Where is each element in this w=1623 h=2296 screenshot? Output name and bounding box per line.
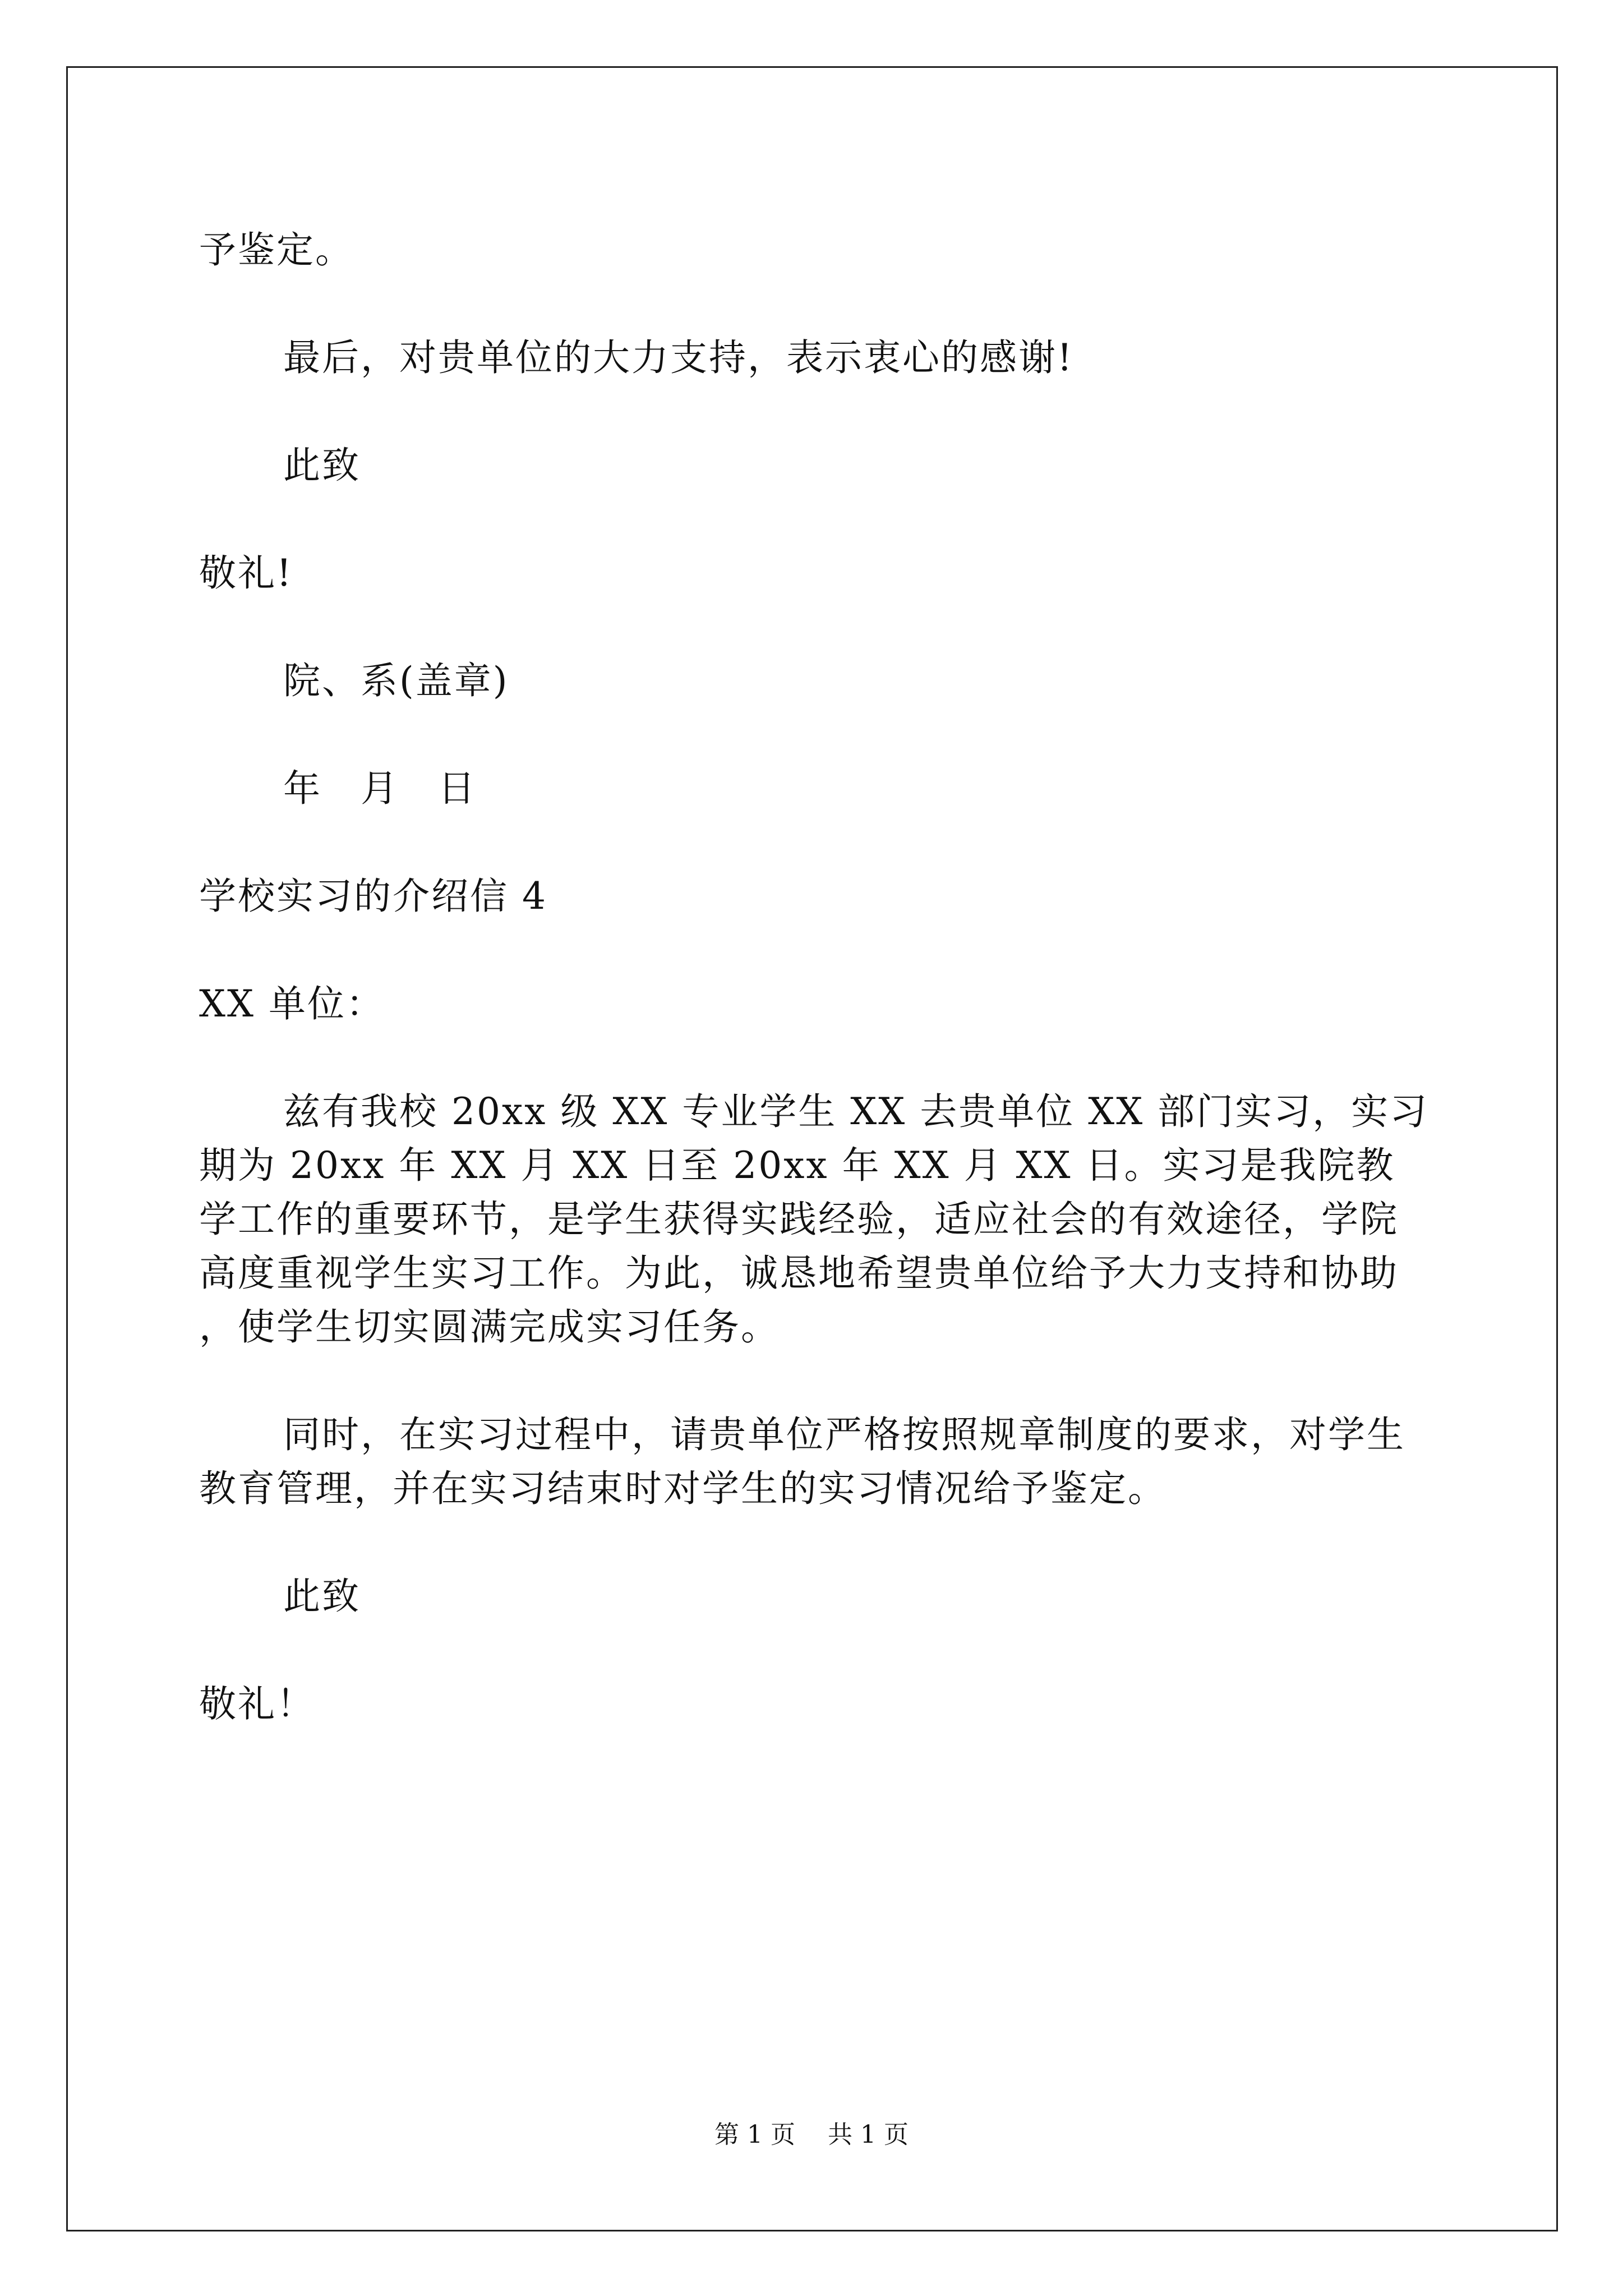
paragraph-addressee: XX 单位： [199,982,385,1025]
paragraph-seal: 院、系(盖章) [283,659,509,702]
paragraph-salutation-2: 此致 [283,1575,361,1618]
paragraph-date: 年 月 日 [283,767,477,810]
paragraph-introduction: 兹有我校 20xx 级 XX 专业学生 XX 去贵单位 XX 部门实习，实习期为 20xx 年 XX 月 XX 日至 20xx 年 XX 月 XX 日。实习是我院教学工作的重要环节，是学生获得实践经验，适应社会的有效途径，学院高度重视学生实习工作。为此，诚恳地希望贵单位给予大力支持和协助，使学生切实圆满完成实习任务。 [199,1090,1429,1349]
page-footer: 第 1 页 共 1 页 [714,2120,909,2149]
paragraph-closing-fragment: 予鉴定。 [199,228,354,272]
section-title: 学校实习的介绍信 4 [199,875,547,918]
paragraph-regards-1: 敬礼! [199,551,293,595]
paragraph-thanks: 最后，对贵单位的大力支持，表示衷心的感谢! [283,336,1074,379]
paragraph-salutation-1: 此致 [283,444,361,487]
letter-body [199,223,1433,1731]
paragraph-regards-2: 敬礼！ [199,1682,315,1726]
paragraph-request: 同时，在实习过程中，请贵单位严格按照规章制度的要求，对学生教育管理，并在实习结束时对学生的实习情况给予鉴定。 [199,1413,1405,1510]
